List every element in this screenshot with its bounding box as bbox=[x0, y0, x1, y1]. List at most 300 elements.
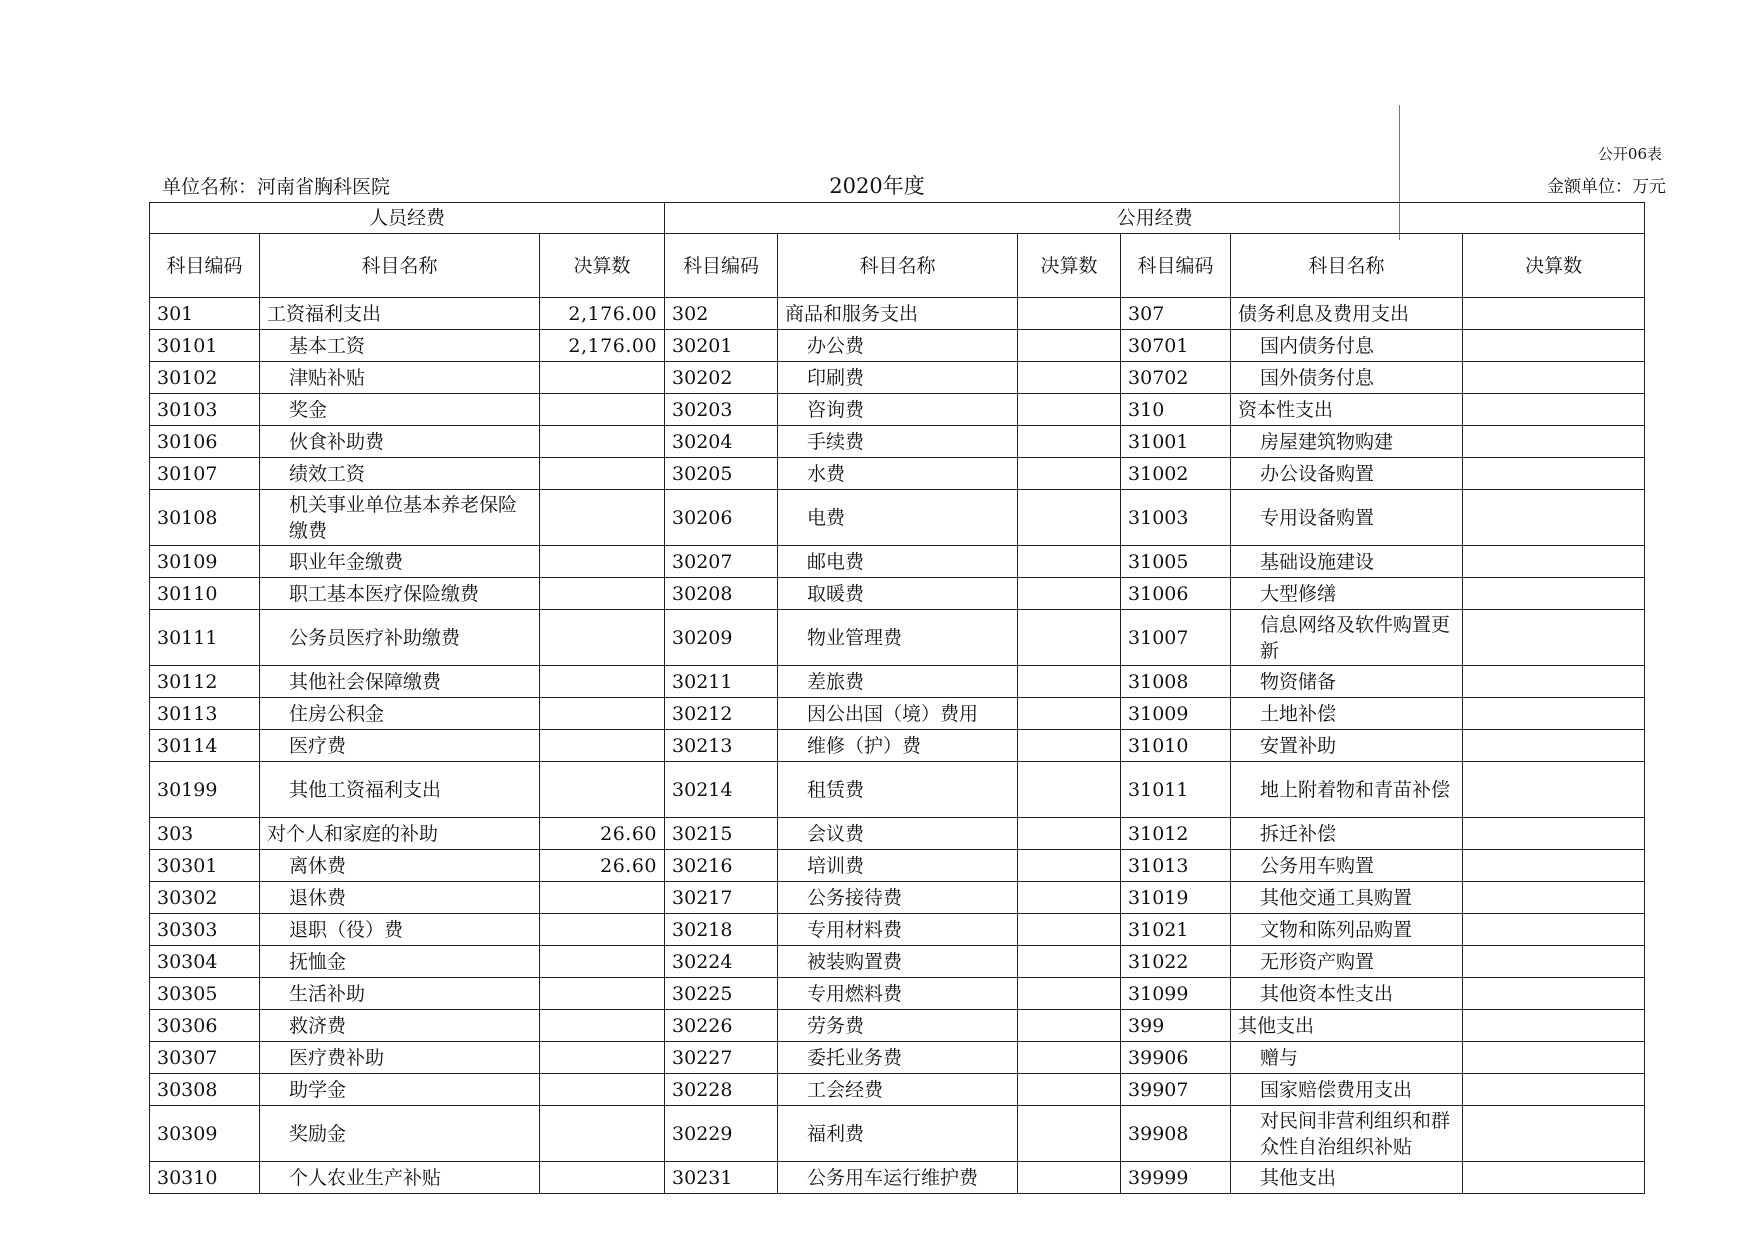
capital-name-cell bbox=[1231, 1074, 1463, 1106]
goods-amount-cell bbox=[1018, 426, 1121, 458]
capital-name-cell bbox=[1231, 698, 1463, 730]
personnel-name-text: 救济费 bbox=[289, 1014, 347, 1037]
personnel-name-cell bbox=[260, 1106, 540, 1162]
capital-code-cell: 31005 bbox=[1121, 546, 1231, 578]
capital-name-cell bbox=[1231, 818, 1463, 850]
capital-code-cell: 31007 bbox=[1121, 610, 1231, 666]
goods-name-cell bbox=[778, 850, 1018, 882]
goods-name-text: 取暖费 bbox=[807, 582, 865, 605]
personnel-name-cell bbox=[260, 1042, 540, 1074]
personnel-amount-cell: 2,176.00 bbox=[540, 330, 665, 362]
personnel-name-cell: 对个人和家庭的补助 bbox=[260, 818, 540, 850]
personnel-amount-cell bbox=[540, 426, 665, 458]
personnel-amount-cell bbox=[540, 946, 665, 978]
personnel-code-cell: 30301 bbox=[150, 850, 260, 882]
personnel-code-cell: 30303 bbox=[150, 914, 260, 946]
goods-amount-cell bbox=[1018, 298, 1121, 330]
capital-name-text: 房屋建筑物购建 bbox=[1260, 430, 1394, 453]
goods-name-text: 因公出国（境）费用 bbox=[807, 702, 979, 725]
personnel-name-cell bbox=[260, 394, 540, 426]
personnel-code-cell: 301 bbox=[150, 298, 260, 330]
personnel-name-cell: 工资福利支出 bbox=[260, 298, 540, 330]
goods-name-cell bbox=[778, 882, 1018, 914]
expense-table bbox=[149, 202, 1645, 1194]
goods-code-cell: 30213 bbox=[665, 730, 778, 762]
col-name: 科目名称 bbox=[260, 234, 540, 298]
personnel-name-cell bbox=[260, 1162, 540, 1194]
report-year: 2020年度 bbox=[829, 174, 925, 198]
personnel-name-text: 住房公积金 bbox=[289, 702, 385, 725]
capital-name-text: 对民间非营利组织和群众性自治组织补贴 bbox=[1260, 1109, 1451, 1158]
capital-name-cell bbox=[1231, 730, 1463, 762]
personnel-name-cell bbox=[260, 762, 540, 818]
goods-name-text: 会议费 bbox=[807, 822, 865, 845]
capital-name-text: 无形资产购置 bbox=[1260, 950, 1375, 973]
personnel-name-text: 其他工资福利支出 bbox=[289, 778, 442, 801]
goods-amount-cell bbox=[1018, 818, 1121, 850]
capital-amount-cell bbox=[1463, 1010, 1645, 1042]
personnel-name-cell bbox=[260, 946, 540, 978]
goods-amount-cell bbox=[1018, 850, 1121, 882]
goods-amount-cell bbox=[1018, 490, 1121, 546]
table-row bbox=[150, 578, 1645, 610]
capital-amount-cell bbox=[1463, 426, 1645, 458]
capital-code-cell: 310 bbox=[1121, 394, 1231, 426]
goods-amount-cell bbox=[1018, 946, 1121, 978]
personnel-code-cell: 30103 bbox=[150, 394, 260, 426]
capital-amount-cell bbox=[1463, 546, 1645, 578]
goods-name-text: 邮电费 bbox=[807, 550, 865, 573]
personnel-name-text: 职工基本医疗保险缴费 bbox=[289, 582, 480, 605]
col-code: 科目编码 bbox=[150, 234, 260, 298]
goods-amount-cell bbox=[1018, 1074, 1121, 1106]
column-header-row bbox=[150, 234, 1645, 298]
personnel-name-cell bbox=[260, 882, 540, 914]
goods-amount-cell bbox=[1018, 362, 1121, 394]
goods-code-cell: 30224 bbox=[665, 946, 778, 978]
capital-name-text: 土地补偿 bbox=[1260, 702, 1337, 725]
capital-amount-cell bbox=[1463, 1042, 1645, 1074]
capital-amount-cell bbox=[1463, 850, 1645, 882]
goods-amount-cell bbox=[1018, 1106, 1121, 1162]
capital-name-text: 专用设备购置 bbox=[1260, 506, 1375, 529]
personnel-amount-cell bbox=[540, 1074, 665, 1106]
goods-amount-cell bbox=[1018, 914, 1121, 946]
capital-name-cell bbox=[1231, 762, 1463, 818]
goods-name-cell bbox=[778, 1042, 1018, 1074]
capital-code-cell: 31012 bbox=[1121, 818, 1231, 850]
table-row bbox=[150, 1074, 1645, 1106]
goods-code-cell: 30205 bbox=[665, 458, 778, 490]
capital-amount-cell bbox=[1463, 978, 1645, 1010]
capital-code-cell: 31009 bbox=[1121, 698, 1231, 730]
personnel-amount-cell bbox=[540, 1042, 665, 1074]
personnel-code-cell: 30304 bbox=[150, 946, 260, 978]
capital-name-cell: 债务利息及费用支出 bbox=[1231, 298, 1463, 330]
goods-name-text: 劳务费 bbox=[807, 1014, 865, 1037]
table-row bbox=[150, 458, 1645, 490]
goods-amount-cell bbox=[1018, 1042, 1121, 1074]
goods-name-cell bbox=[778, 946, 1018, 978]
goods-name-cell bbox=[778, 698, 1018, 730]
table-row bbox=[150, 666, 1645, 698]
personnel-name-cell bbox=[260, 978, 540, 1010]
capital-code-cell: 31010 bbox=[1121, 730, 1231, 762]
goods-name-cell bbox=[778, 1010, 1018, 1042]
capital-name-cell bbox=[1231, 882, 1463, 914]
capital-name-text: 拆迁补偿 bbox=[1260, 822, 1337, 845]
capital-name-text: 其他支出 bbox=[1260, 1166, 1337, 1189]
personnel-name-cell bbox=[260, 666, 540, 698]
goods-code-cell: 30226 bbox=[665, 1010, 778, 1042]
table-row bbox=[150, 298, 1645, 330]
personnel-code-cell: 30302 bbox=[150, 882, 260, 914]
goods-code-cell: 30229 bbox=[665, 1106, 778, 1162]
capital-amount-cell bbox=[1463, 1106, 1645, 1162]
personnel-code-cell: 30308 bbox=[150, 1074, 260, 1106]
personnel-name-text: 基本工资 bbox=[289, 334, 366, 357]
personnel-code-cell: 30199 bbox=[150, 762, 260, 818]
goods-amount-cell bbox=[1018, 730, 1121, 762]
col-name: 科目名称 bbox=[1231, 234, 1463, 298]
goods-amount-cell bbox=[1018, 762, 1121, 818]
goods-code-cell: 30231 bbox=[665, 1162, 778, 1194]
goods-code-cell: 30207 bbox=[665, 546, 778, 578]
goods-name-text: 咨询费 bbox=[807, 398, 865, 421]
personnel-code-cell: 30305 bbox=[150, 978, 260, 1010]
goods-name-cell bbox=[778, 578, 1018, 610]
group-public: 公用经费 bbox=[665, 203, 1645, 234]
amount-unit: 金额单位：万元 bbox=[1547, 177, 1666, 197]
personnel-name-cell bbox=[260, 426, 540, 458]
capital-name-text: 其他资本性支出 bbox=[1260, 982, 1394, 1005]
personnel-amount-cell bbox=[540, 362, 665, 394]
capital-code-cell: 39908 bbox=[1121, 1106, 1231, 1162]
capital-code-cell: 31011 bbox=[1121, 762, 1231, 818]
personnel-name-cell bbox=[260, 1074, 540, 1106]
goods-name-text: 被装购置费 bbox=[807, 950, 903, 973]
capital-name-cell bbox=[1231, 666, 1463, 698]
col-amount: 决算数 bbox=[1463, 234, 1645, 298]
goods-name-text: 手续费 bbox=[807, 430, 865, 453]
goods-code-cell: 30208 bbox=[665, 578, 778, 610]
personnel-amount-cell: 26.60 bbox=[540, 850, 665, 882]
capital-amount-cell bbox=[1463, 578, 1645, 610]
personnel-amount-cell: 2,176.00 bbox=[540, 298, 665, 330]
capital-code-cell: 39999 bbox=[1121, 1162, 1231, 1194]
goods-name-cell bbox=[778, 818, 1018, 850]
capital-code-cell: 31021 bbox=[1121, 914, 1231, 946]
capital-name-cell: 资本性支出 bbox=[1231, 394, 1463, 426]
personnel-name-text: 奖励金 bbox=[289, 1122, 347, 1145]
goods-name-text: 委托业务费 bbox=[807, 1046, 903, 1069]
goods-name-cell bbox=[778, 1106, 1018, 1162]
goods-name-cell bbox=[778, 666, 1018, 698]
capital-name-text: 国内债务付息 bbox=[1260, 334, 1375, 357]
capital-name-cell bbox=[1231, 850, 1463, 882]
goods-name-cell: 商品和服务支出 bbox=[778, 298, 1018, 330]
capital-code-cell: 31013 bbox=[1121, 850, 1231, 882]
table-row bbox=[150, 762, 1645, 818]
capital-name-cell bbox=[1231, 330, 1463, 362]
goods-amount-cell bbox=[1018, 882, 1121, 914]
capital-name-cell bbox=[1231, 1162, 1463, 1194]
personnel-name-cell bbox=[260, 330, 540, 362]
personnel-name-text: 职业年金缴费 bbox=[289, 550, 404, 573]
table-row bbox=[150, 818, 1645, 850]
personnel-amount-cell bbox=[540, 394, 665, 426]
personnel-amount-cell bbox=[540, 698, 665, 730]
personnel-amount-cell bbox=[540, 490, 665, 546]
capital-amount-cell bbox=[1463, 490, 1645, 546]
personnel-code-cell: 30307 bbox=[150, 1042, 260, 1074]
table-row bbox=[150, 978, 1645, 1010]
capital-name-text: 地上附着物和青苗补偿 bbox=[1260, 778, 1451, 801]
capital-code-cell: 31003 bbox=[1121, 490, 1231, 546]
goods-amount-cell bbox=[1018, 546, 1121, 578]
capital-name-text: 公务用车购置 bbox=[1260, 854, 1375, 877]
personnel-name-text: 医疗费 bbox=[289, 734, 347, 757]
goods-name-text: 电费 bbox=[807, 506, 846, 529]
goods-name-cell bbox=[778, 362, 1018, 394]
capital-name-cell: 其他支出 bbox=[1231, 1010, 1463, 1042]
capital-name-cell bbox=[1231, 1042, 1463, 1074]
goods-code-cell: 30214 bbox=[665, 762, 778, 818]
personnel-code-cell: 30111 bbox=[150, 610, 260, 666]
personnel-amount-cell bbox=[540, 882, 665, 914]
group-personnel: 人员经费 bbox=[150, 203, 665, 234]
personnel-amount-cell bbox=[540, 914, 665, 946]
goods-name-cell bbox=[778, 1162, 1018, 1194]
goods-name-text: 租赁费 bbox=[807, 778, 865, 801]
capital-amount-cell bbox=[1463, 946, 1645, 978]
capital-name-text: 安置补助 bbox=[1260, 734, 1337, 757]
goods-amount-cell bbox=[1018, 458, 1121, 490]
capital-code-cell: 30702 bbox=[1121, 362, 1231, 394]
personnel-amount-cell: 26.60 bbox=[540, 818, 665, 850]
capital-code-cell: 30701 bbox=[1121, 330, 1231, 362]
personnel-amount-cell bbox=[540, 578, 665, 610]
personnel-name-text: 离休费 bbox=[289, 854, 347, 877]
personnel-amount-cell bbox=[540, 1162, 665, 1194]
personnel-name-text: 伙食补助费 bbox=[289, 430, 385, 453]
goods-name-cell bbox=[778, 330, 1018, 362]
personnel-name-cell bbox=[260, 578, 540, 610]
goods-amount-cell bbox=[1018, 578, 1121, 610]
goods-amount-cell bbox=[1018, 978, 1121, 1010]
personnel-name-text: 机关事业单位基本养老保险缴费 bbox=[289, 493, 518, 542]
goods-amount-cell bbox=[1018, 610, 1121, 666]
personnel-amount-cell bbox=[540, 978, 665, 1010]
capital-name-text: 其他交通工具购置 bbox=[1260, 886, 1413, 909]
capital-code-cell: 39906 bbox=[1121, 1042, 1231, 1074]
goods-name-text: 办公费 bbox=[807, 334, 865, 357]
goods-name-text: 维修（护）费 bbox=[807, 734, 922, 757]
capital-name-cell bbox=[1231, 578, 1463, 610]
capital-name-text: 大型修缮 bbox=[1260, 582, 1337, 605]
personnel-name-text: 津贴补贴 bbox=[289, 366, 366, 389]
capital-amount-cell bbox=[1463, 818, 1645, 850]
personnel-name-text: 奖金 bbox=[289, 398, 328, 421]
capital-amount-cell bbox=[1463, 362, 1645, 394]
capital-name-cell bbox=[1231, 490, 1463, 546]
goods-amount-cell bbox=[1018, 394, 1121, 426]
table-row bbox=[150, 362, 1645, 394]
goods-name-cell bbox=[778, 490, 1018, 546]
personnel-code-cell: 30113 bbox=[150, 698, 260, 730]
personnel-code-cell: 30108 bbox=[150, 490, 260, 546]
group-header-row bbox=[150, 203, 1645, 234]
goods-name-text: 工会经费 bbox=[807, 1078, 884, 1101]
col-code: 科目编码 bbox=[665, 234, 778, 298]
goods-code-cell: 30227 bbox=[665, 1042, 778, 1074]
goods-name-cell bbox=[778, 978, 1018, 1010]
personnel-name-text: 助学金 bbox=[289, 1078, 347, 1101]
personnel-amount-cell bbox=[540, 458, 665, 490]
personnel-name-text: 公务员医疗补助缴费 bbox=[289, 626, 461, 649]
capital-code-cell: 39907 bbox=[1121, 1074, 1231, 1106]
personnel-name-text: 退职（役）费 bbox=[289, 918, 404, 941]
personnel-code-cell: 303 bbox=[150, 818, 260, 850]
personnel-amount-cell bbox=[540, 546, 665, 578]
personnel-name-cell bbox=[260, 458, 540, 490]
goods-amount-cell bbox=[1018, 1162, 1121, 1194]
personnel-amount-cell bbox=[540, 1010, 665, 1042]
goods-code-cell: 302 bbox=[665, 298, 778, 330]
capital-name-cell bbox=[1231, 1106, 1463, 1162]
personnel-name-text: 医疗费补助 bbox=[289, 1046, 385, 1069]
capital-name-text: 物资储备 bbox=[1260, 670, 1337, 693]
capital-name-text: 赠与 bbox=[1260, 1046, 1299, 1069]
goods-name-text: 差旅费 bbox=[807, 670, 865, 693]
capital-amount-cell bbox=[1463, 298, 1645, 330]
form-number: 公开06表 bbox=[1597, 145, 1662, 163]
goods-name-cell bbox=[778, 546, 1018, 578]
goods-code-cell: 30201 bbox=[665, 330, 778, 362]
capital-name-text: 基础设施建设 bbox=[1260, 550, 1375, 573]
personnel-name-cell bbox=[260, 1010, 540, 1042]
table-row bbox=[150, 1042, 1645, 1074]
goods-name-text: 福利费 bbox=[807, 1122, 865, 1145]
personnel-code-cell: 30109 bbox=[150, 546, 260, 578]
capital-code-cell: 31001 bbox=[1121, 426, 1231, 458]
capital-code-cell: 31008 bbox=[1121, 666, 1231, 698]
capital-name-text: 办公设备购置 bbox=[1260, 462, 1375, 485]
personnel-amount-cell bbox=[540, 610, 665, 666]
personnel-code-cell: 30110 bbox=[150, 578, 260, 610]
table-row bbox=[150, 730, 1645, 762]
goods-code-cell: 30225 bbox=[665, 978, 778, 1010]
goods-code-cell: 30211 bbox=[665, 666, 778, 698]
personnel-code-cell: 30112 bbox=[150, 666, 260, 698]
capital-name-cell bbox=[1231, 978, 1463, 1010]
capital-code-cell: 399 bbox=[1121, 1010, 1231, 1042]
personnel-amount-cell bbox=[540, 1106, 665, 1162]
capital-name-text: 国外债务付息 bbox=[1260, 366, 1375, 389]
capital-amount-cell bbox=[1463, 914, 1645, 946]
personnel-code-cell: 30114 bbox=[150, 730, 260, 762]
personnel-name-cell bbox=[260, 698, 540, 730]
capital-code-cell: 31002 bbox=[1121, 458, 1231, 490]
capital-name-text: 信息网络及软件购置更新 bbox=[1260, 613, 1451, 662]
table-body bbox=[150, 298, 1645, 1194]
goods-name-text: 专用材料费 bbox=[807, 918, 903, 941]
personnel-name-cell bbox=[260, 914, 540, 946]
personnel-name-text: 生活补助 bbox=[289, 982, 366, 1005]
capital-amount-cell bbox=[1463, 394, 1645, 426]
capital-code-cell: 31022 bbox=[1121, 946, 1231, 978]
goods-code-cell: 30204 bbox=[665, 426, 778, 458]
goods-code-cell: 30218 bbox=[665, 914, 778, 946]
personnel-code-cell: 30106 bbox=[150, 426, 260, 458]
table-row bbox=[150, 1010, 1645, 1042]
personnel-code-cell: 30107 bbox=[150, 458, 260, 490]
goods-code-cell: 30217 bbox=[665, 882, 778, 914]
capital-name-cell bbox=[1231, 458, 1463, 490]
goods-name-cell bbox=[778, 610, 1018, 666]
capital-code-cell: 31099 bbox=[1121, 978, 1231, 1010]
goods-name-text: 培训费 bbox=[807, 854, 865, 877]
capital-amount-cell bbox=[1463, 458, 1645, 490]
capital-name-cell bbox=[1231, 546, 1463, 578]
goods-name-text: 公务用车运行维护费 bbox=[807, 1166, 979, 1189]
goods-name-cell bbox=[778, 914, 1018, 946]
goods-name-cell bbox=[778, 458, 1018, 490]
table-row bbox=[150, 914, 1645, 946]
goods-name-text: 公务接待费 bbox=[807, 886, 903, 909]
capital-amount-cell bbox=[1463, 730, 1645, 762]
personnel-name-cell bbox=[260, 490, 540, 546]
capital-name-cell bbox=[1231, 914, 1463, 946]
capital-amount-cell bbox=[1463, 666, 1645, 698]
personnel-name-cell bbox=[260, 362, 540, 394]
goods-name-text: 物业管理费 bbox=[807, 626, 903, 649]
goods-name-text: 印刷费 bbox=[807, 366, 865, 389]
goods-amount-cell bbox=[1018, 666, 1121, 698]
goods-code-cell: 30228 bbox=[665, 1074, 778, 1106]
col-amount: 决算数 bbox=[540, 234, 665, 298]
capital-amount-cell bbox=[1463, 1074, 1645, 1106]
goods-amount-cell bbox=[1018, 1010, 1121, 1042]
capital-code-cell: 307 bbox=[1121, 298, 1231, 330]
goods-name-cell bbox=[778, 426, 1018, 458]
personnel-code-cell: 30310 bbox=[150, 1162, 260, 1194]
capital-amount-cell bbox=[1463, 1162, 1645, 1194]
personnel-code-cell: 30101 bbox=[150, 330, 260, 362]
table-row bbox=[150, 1106, 1645, 1162]
table-row bbox=[150, 882, 1645, 914]
goods-code-cell: 30209 bbox=[665, 610, 778, 666]
personnel-name-text: 退休费 bbox=[289, 886, 347, 909]
personnel-amount-cell bbox=[540, 762, 665, 818]
personnel-name-cell bbox=[260, 730, 540, 762]
capital-name-text: 文物和陈列品购置 bbox=[1260, 918, 1413, 941]
table-row bbox=[150, 1162, 1645, 1194]
personnel-name-cell bbox=[260, 546, 540, 578]
table-row bbox=[150, 426, 1645, 458]
goods-code-cell: 30202 bbox=[665, 362, 778, 394]
capital-name-cell bbox=[1231, 362, 1463, 394]
goods-name-cell bbox=[778, 730, 1018, 762]
goods-code-cell: 30216 bbox=[665, 850, 778, 882]
personnel-code-cell: 30306 bbox=[150, 1010, 260, 1042]
personnel-code-cell: 30102 bbox=[150, 362, 260, 394]
goods-code-cell: 30203 bbox=[665, 394, 778, 426]
goods-name-cell bbox=[778, 1074, 1018, 1106]
table-row bbox=[150, 946, 1645, 978]
personnel-name-text: 个人农业生产补贴 bbox=[289, 1166, 442, 1189]
table-row bbox=[150, 850, 1645, 882]
